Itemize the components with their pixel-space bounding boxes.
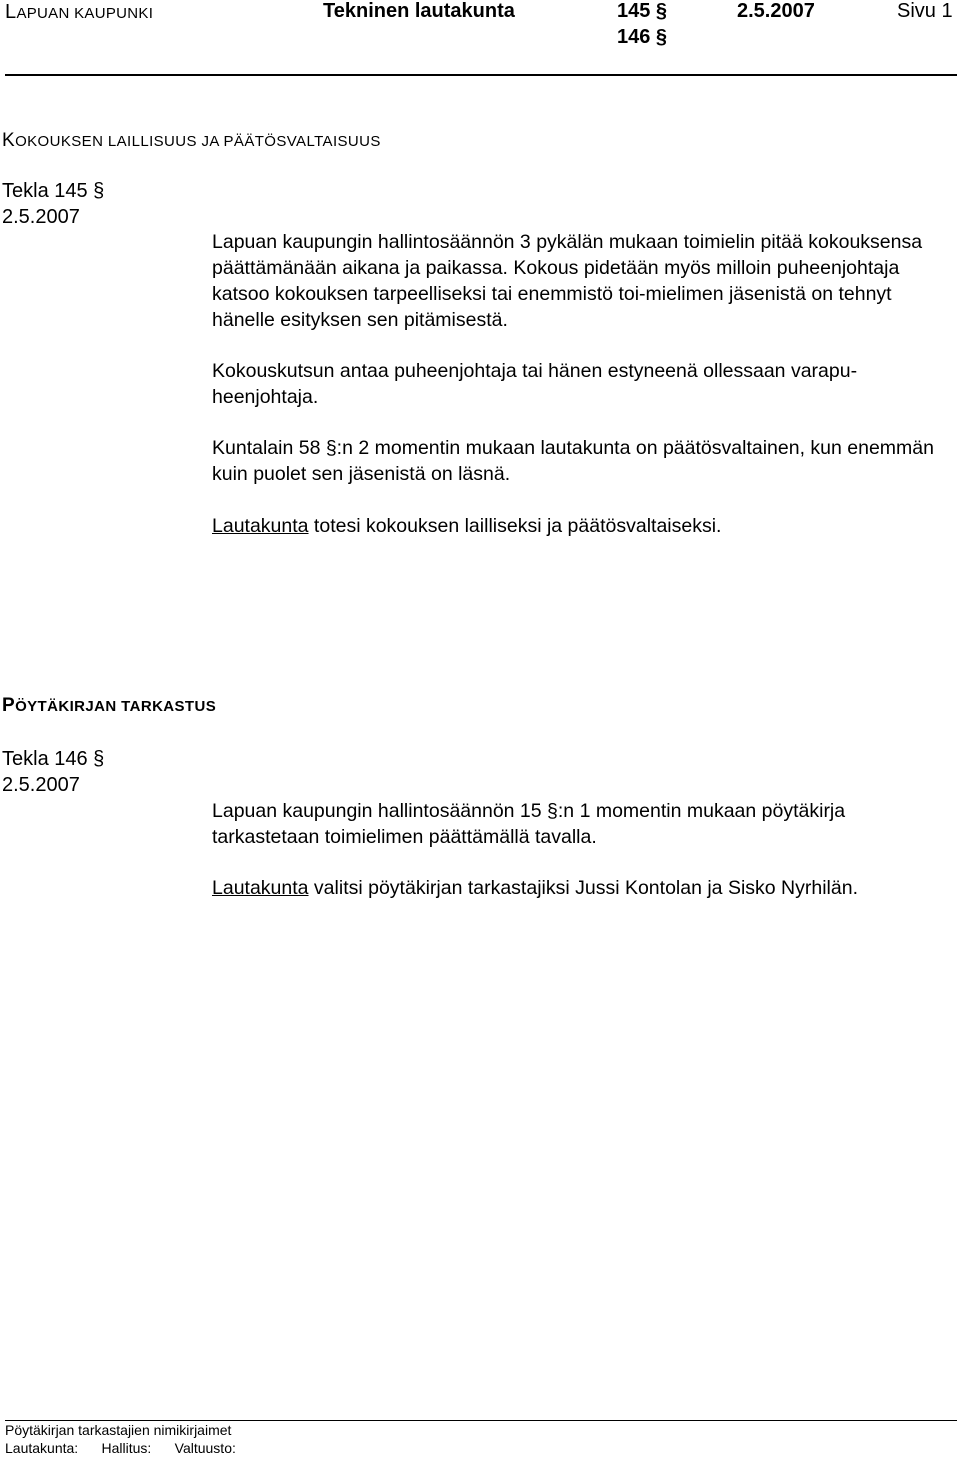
item1-paragraph-1: Lapuan kaupungin hallintosäännön 3 pykälän mukaan toimielin pitää kokouksensa päättämänään aikana ja paikassa. Kokous pidetään myös milloin puheenjohtaja katsoo kokouksen tarpeelliseksi tai enemmistö toi-mielimen jäsenistä on tehnyt hänelle esityksen sen pitämisestä. <box>212 231 923 331</box>
section-number-1: 145 § <box>617 0 668 22</box>
item1-reference-date: 2.5.2007 <box>2 206 80 228</box>
item2-decision <box>212 875 952 901</box>
item2-reference: Tekla 146 § <box>2 748 105 770</box>
item2-paragraph-1: Lapuan kaupungin hallintosäännön 15 §:n 1 momentin mukaan pöytäkirja tarkastetaan toimielimen päättämällä tavalla. <box>212 800 846 848</box>
organization-name-rest: APUAN KAUPUNKI <box>16 5 154 22</box>
item1-paragraph-3: Kuntalain 58 §:n 2 momentin mukaan lautakunta on päätösvaltainen, kun enemmän kuin puolet sen jäsenistä on läsnä. <box>212 437 934 485</box>
organization-name <box>5 1 153 24</box>
board-name: Tekninen lautakunta <box>323 0 515 22</box>
item1-heading-rest: OKOUKSEN LAILLISUUS JA PÄÄTÖSVALTAISUUS <box>15 133 381 150</box>
item1-decision-lead: Lautakunta <box>212 515 309 537</box>
meeting-date: 2.5.2007 <box>737 0 815 22</box>
item2-heading-rest: ÖYTÄKIRJAN TARKASTUS <box>15 698 217 715</box>
page-number: Sivu 1 <box>897 0 953 22</box>
header-divider <box>5 74 957 76</box>
item1-paragraph-2: Kokouskutsun antaa puheenjohtaja tai hänen estyneenä ollessaan varapu-heenjohtaja. <box>212 360 858 408</box>
item1-reference: Tekla 145 § <box>2 180 105 202</box>
item2-heading-initial: P <box>2 695 16 716</box>
section-number-2: 146 § <box>617 26 668 48</box>
item2-decision-text: valitsi pöytäkirjan tarkastajiksi Jussi Kontolan ja Sisko Nyrhilän. <box>308 877 858 899</box>
item2-decision-lead: Lautakunta <box>212 877 309 899</box>
item1-decision <box>212 513 952 539</box>
item1-heading <box>2 130 381 152</box>
footer-initials-label: Pöytäkirjan tarkastajien nimikirjaimet <box>5 1422 232 1438</box>
item2-reference-date: 2.5.2007 <box>2 774 80 796</box>
organization-name-initial: L <box>5 1 17 23</box>
item1-decision-text: totesi kokouksen lailliseksi ja päätösvaltaiseksi. <box>308 515 722 537</box>
footer-divider <box>5 1420 957 1421</box>
item1-heading-initial: K <box>2 130 16 151</box>
footer-signature-fields: Lautakunta: Hallitus: Valtuusto: <box>5 1440 236 1456</box>
item2-heading <box>2 695 216 717</box>
